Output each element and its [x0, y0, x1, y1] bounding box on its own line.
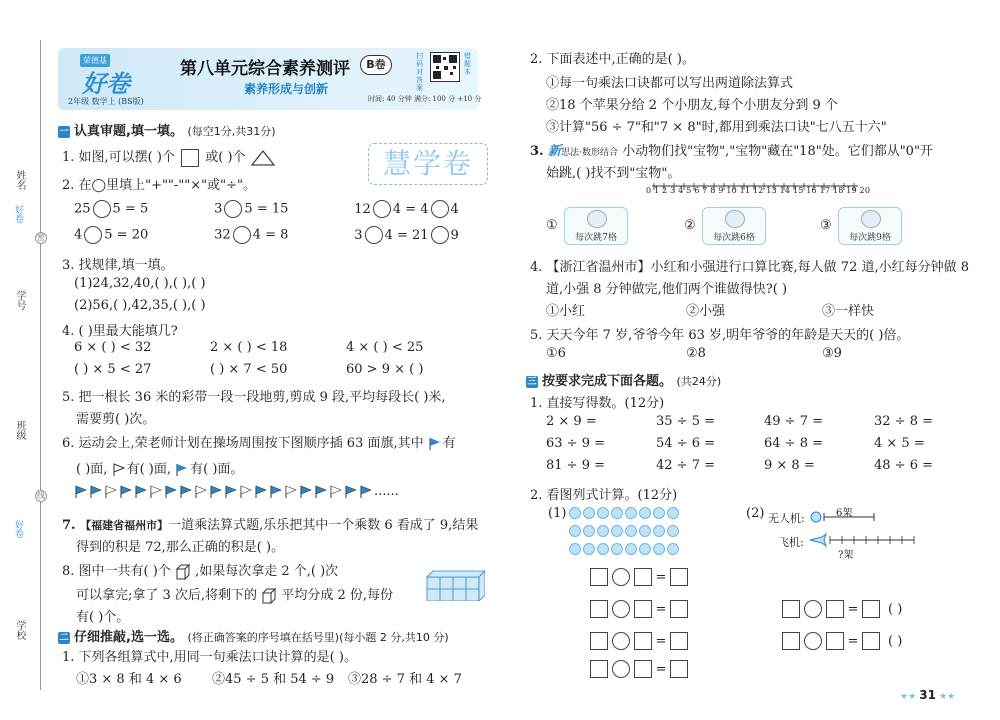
- bar-diagram: [808, 510, 918, 550]
- q1-4-row2: ( ) × 5 < 27 ( ) × 7 < 50 60 > 9 × ( ): [74, 362, 424, 377]
- apple-icon: [667, 507, 679, 519]
- q2-2: 2. 下面表述中,正确的是( )。: [530, 52, 695, 67]
- apple-icon: [667, 525, 679, 537]
- section1-title: [58, 120, 276, 139]
- binding-line: [40, 40, 41, 690]
- apple-icon: [583, 525, 595, 537]
- flag-blue-icon: [119, 485, 133, 499]
- grade-info: 2年级 数学上 (BS版): [68, 97, 144, 106]
- decorative-title: 慧学卷: [368, 143, 488, 185]
- dog-icon: [587, 210, 607, 228]
- school-label: 学校: [14, 620, 25, 640]
- q1-3b: (2)56,( ),42,35,( ),( ): [74, 298, 206, 313]
- operator-circle[interactable]: [373, 200, 391, 218]
- flag-blue-icon: [175, 463, 189, 477]
- apple-icon: [597, 507, 609, 519]
- q2-1: 1. 下列各组算式中,用同一句乘法口诀计算的是( )。: [62, 650, 357, 665]
- equation-blank[interactable]: =: [588, 632, 690, 650]
- q2-3-opt3-mark: ③: [820, 218, 832, 233]
- q1-1: [62, 146, 276, 167]
- version-badge: B卷: [360, 55, 392, 75]
- q1-7a: 7. 【福建省福州市】一道乘法算式题,乐乐把其中一个乘数 6 看成了 9,结果: [62, 518, 479, 533]
- section3-number: 三: [527, 376, 537, 387]
- calc-item: 32 ÷ 8 =: [874, 414, 933, 429]
- q1-1-text-b: 或( )个: [205, 150, 246, 165]
- apple-picture: [568, 506, 688, 548]
- plane-label: 飞机:: [778, 536, 804, 549]
- calc-item: 35 ÷ 5 =: [656, 414, 715, 429]
- equation-blank[interactable]: =: [588, 660, 690, 678]
- apple-icon: [625, 507, 637, 519]
- flag-blue-icon: [89, 485, 103, 499]
- operator-circle[interactable]: [93, 200, 111, 218]
- q2-5-options: ①6 ②8 ③9: [546, 346, 842, 361]
- logo-text: 好卷: [82, 69, 130, 98]
- section2-title: [58, 626, 449, 645]
- q3-2: 2. 看图列式计算。(12分): [530, 488, 678, 503]
- q3-2-1-label: (1): [548, 506, 567, 521]
- apple-icon: [667, 543, 679, 555]
- q2-3b: 始跳,( )找不到"宝物"。: [546, 166, 681, 181]
- flag-blue-icon: [179, 485, 193, 499]
- q2-3-opt2-mark: ②: [684, 218, 696, 233]
- operator-circle[interactable]: [233, 226, 251, 244]
- flag-blue-icon: [344, 485, 358, 499]
- section2-heading: 仔细推敲,选一选。: [74, 630, 183, 645]
- calc-item: 63 ÷ 9 =: [546, 436, 605, 451]
- plane-count: ?架: [838, 550, 854, 561]
- page-title: 第八单元综合素养测评: [180, 59, 350, 79]
- q2-4a: 4. 【浙江省温州市】小红和小强进行口算比赛,每人做 72 道,小红每分钟做 8: [530, 260, 970, 275]
- q2-3-opt1-mark: ①: [546, 218, 558, 233]
- flag-blue-icon: [224, 485, 238, 499]
- q1-2-row1: 25 5 = 5 3 5 = 15 12 4 = 4 4: [74, 201, 459, 217]
- calc-item: 64 ÷ 8 =: [764, 436, 823, 451]
- section1-heading: 认真审题,填一填。: [74, 124, 183, 139]
- q1-2: 2. 在◯里填上"+""-""×"或"÷"。: [62, 178, 256, 193]
- drone-count: 6架: [836, 508, 853, 519]
- calc-item: 81 ÷ 9 =: [546, 458, 605, 473]
- animal-card-dog: 每次跳7格: [564, 207, 628, 245]
- flag-white-icon: [112, 463, 126, 477]
- q1-8c: 有( )个。: [76, 610, 130, 625]
- q1-7b: 得到的积是 72,那么正确的积是( )。: [76, 540, 285, 555]
- apple-icon: [639, 525, 651, 537]
- section3-note: (共24分): [676, 375, 722, 388]
- class-label: 班级: [14, 420, 25, 440]
- apple-icon: [625, 543, 637, 555]
- section3-heading: 按要求完成下面各题。: [542, 374, 673, 389]
- flag-blue-icon: [74, 485, 88, 499]
- apple-icon: [583, 543, 595, 555]
- q2-1-options: ①3 × 8 和 4 × 6 ②45 ÷ 5 和 54 ÷ 9 ③28 ÷ 7 和 4 × 7: [76, 672, 462, 687]
- apple-icon: [569, 525, 581, 537]
- operator-circle[interactable]: [431, 226, 449, 244]
- plane-icon: [810, 534, 826, 546]
- calc-item: 48 ÷ 6 =: [874, 458, 933, 473]
- calc-item: 54 ÷ 6 =: [656, 436, 715, 451]
- q2-4b: 道,小强 8 分钟做完,他们两个谁做得快?( ): [546, 282, 788, 297]
- flag-blue-icon: [209, 485, 223, 499]
- q1-4: 4. ( )里最大能填几?: [62, 324, 178, 339]
- cube-stack-figure: [425, 563, 485, 601]
- q2-3a: 3. 新思法·数形结合 小动物们找"宝物","宝物"藏在"18"处。它们都从"0"开: [530, 144, 933, 159]
- q1-1-text: 1. 如图,可以摆( )个: [62, 150, 175, 165]
- cube-icon: [261, 588, 277, 604]
- calc-item: 42 ÷ 7 =: [656, 458, 715, 473]
- apple-icon: [611, 507, 623, 519]
- apple-icon: [583, 507, 595, 519]
- q2-2-opt1: ①每一句乘法口诀都可以写出两道除法算式: [546, 76, 794, 91]
- apple-icon: [639, 543, 651, 555]
- apple-icon: [625, 525, 637, 537]
- apple-icon: [653, 543, 665, 555]
- section2-number: 二: [59, 632, 69, 643]
- q2-2-opt2: ②18 个苹果分给 2 个小朋友,每个小朋友分到 9 个: [546, 98, 838, 113]
- qr-label-left: 扫码对答案: [416, 52, 423, 92]
- operator-circle[interactable]: [365, 226, 383, 244]
- seal-mark-xian: 线: [37, 491, 45, 500]
- student-id-label: 学号: [14, 290, 25, 310]
- apple-icon: [597, 543, 609, 555]
- operator-circle[interactable]: [224, 200, 242, 218]
- number-line-labels: 0 1 2 3 4 5 6 7 8 9 10 11 12 13 14 15 16 17 18 19 20: [646, 186, 871, 195]
- q1-2-row2: 4 5 = 20 32 4 = 8 3 4 = 21 9: [74, 227, 459, 243]
- q2-4-options: ①小红 ②小强 ③一样快: [546, 304, 875, 319]
- equation-blank[interactable]: = ( ): [780, 632, 902, 650]
- flag-white-icon: [239, 485, 253, 499]
- flag-white-icon: [194, 485, 208, 499]
- flag-blue-icon: [314, 485, 328, 499]
- equation-blank[interactable]: = ( ): [780, 600, 902, 618]
- operator-circle[interactable]: [431, 200, 449, 218]
- calc-item: 2 × 9 =: [546, 414, 597, 429]
- q1-8a: 8. 图中一共有( )个 ,如果每次拿走 2 个,( )次: [62, 564, 339, 579]
- flag-blue-icon: [134, 485, 148, 499]
- triangle-icon: [250, 149, 276, 167]
- publisher: 荣德基: [80, 54, 110, 67]
- flag-blue-icon: [299, 485, 313, 499]
- drone-icon: [811, 512, 821, 522]
- apple-icon: [653, 507, 665, 519]
- cat-icon: [725, 210, 745, 228]
- apple-icon: [611, 543, 623, 555]
- apple-icon: [639, 507, 651, 519]
- section3-title: [526, 370, 721, 389]
- calc-item: 9 × 8 =: [764, 458, 815, 473]
- apple-icon: [611, 525, 623, 537]
- rabbit-icon: [861, 210, 881, 228]
- apple-icon: [597, 525, 609, 537]
- animal-card-cat: 每次跳6格: [702, 207, 766, 245]
- header-banner: [58, 48, 482, 110]
- apple-icon: [653, 525, 665, 537]
- side-brand-top: 好卷: [13, 205, 23, 223]
- flag-white-icon: [104, 485, 118, 499]
- q1-3a: (1)24,32,40,( ),( ),( ): [74, 276, 206, 291]
- q1-5a: 5. 把一根长 36 米的彩带一段一段地剪,剪成 9 段,平均每段长( )米,: [62, 390, 446, 405]
- q1-8b: 可以拿完;拿了 3 次后,将剩下的 平均分成 2 份,每份: [76, 588, 394, 603]
- q1-6b: ( )面, 有( )面, 有( )面。: [76, 462, 244, 477]
- q3-1: 1. 直接写得数。(12分): [530, 396, 665, 411]
- flag-white-icon: [329, 485, 343, 499]
- section1-number: 一: [59, 126, 69, 137]
- flag-blue-icon: [254, 485, 268, 499]
- section2-note: (将正确答案的序号填在括号里)(每小题 2 分,共10 分): [187, 631, 449, 644]
- q2-5: 5. 天天今年 7 岁,爷爷今年 63 岁,明年爷爷的年龄是天天的( )倍。: [530, 328, 910, 343]
- seal-mark-mi: 密: [37, 233, 45, 242]
- apple-icon: [569, 507, 581, 519]
- section1-note: (每空1分,共31分): [187, 125, 276, 138]
- flag-white-icon: [149, 485, 163, 499]
- page-number: ★★ 31 ★★: [900, 688, 956, 702]
- qr-label-right: 错题本: [464, 52, 471, 76]
- q3-2-2-label: (2): [746, 506, 765, 521]
- flag-blue-icon: [359, 485, 373, 499]
- qr-code-icon[interactable]: [430, 52, 460, 82]
- q1-3: 3. 找规律,填一填。: [62, 258, 174, 273]
- side-brand-bottom: 好卷: [13, 520, 23, 538]
- equation-blank[interactable]: =: [588, 600, 690, 618]
- operator-circle[interactable]: [84, 226, 102, 244]
- apple-icon: [569, 543, 581, 555]
- q2-2-opt3: ③计算"56 ÷ 7"和"7 × 8"时,都用到乘法口诀"七八五十六": [546, 120, 887, 135]
- logo: [66, 52, 166, 106]
- flag-white-icon: [284, 485, 298, 499]
- animal-card-rabbit: 每次跳9格: [838, 207, 902, 245]
- flag-blue-icon: [164, 485, 178, 499]
- name-label: 姓名: [14, 170, 25, 190]
- cube-icon: [175, 564, 191, 580]
- calc-item: 4 × 5 =: [874, 436, 925, 451]
- square-icon: [181, 149, 199, 167]
- calc-item: 49 ÷ 7 =: [764, 414, 823, 429]
- equation-blank[interactable]: =: [588, 568, 690, 586]
- flag-sequence: ......: [74, 484, 399, 499]
- q1-5b: 需要剪( )次。: [76, 412, 156, 427]
- time-info: 时间: 40 分钟 满分: 100 分 +10 分: [368, 95, 482, 103]
- page-subtitle: 素养形成与创新: [244, 82, 329, 96]
- q1-6a: 6. 运动会上,荣老师计划在操场周围按下图顺序插 63 面旗,其中 有: [62, 436, 456, 451]
- q1-4-row1: 6 × ( ) < 32 2 × ( ) < 18 4 × ( ) < 25: [74, 340, 424, 355]
- flag-blue-icon: [428, 437, 442, 451]
- drone-label: 无人机:: [768, 512, 805, 525]
- flag-blue-icon: [269, 485, 283, 499]
